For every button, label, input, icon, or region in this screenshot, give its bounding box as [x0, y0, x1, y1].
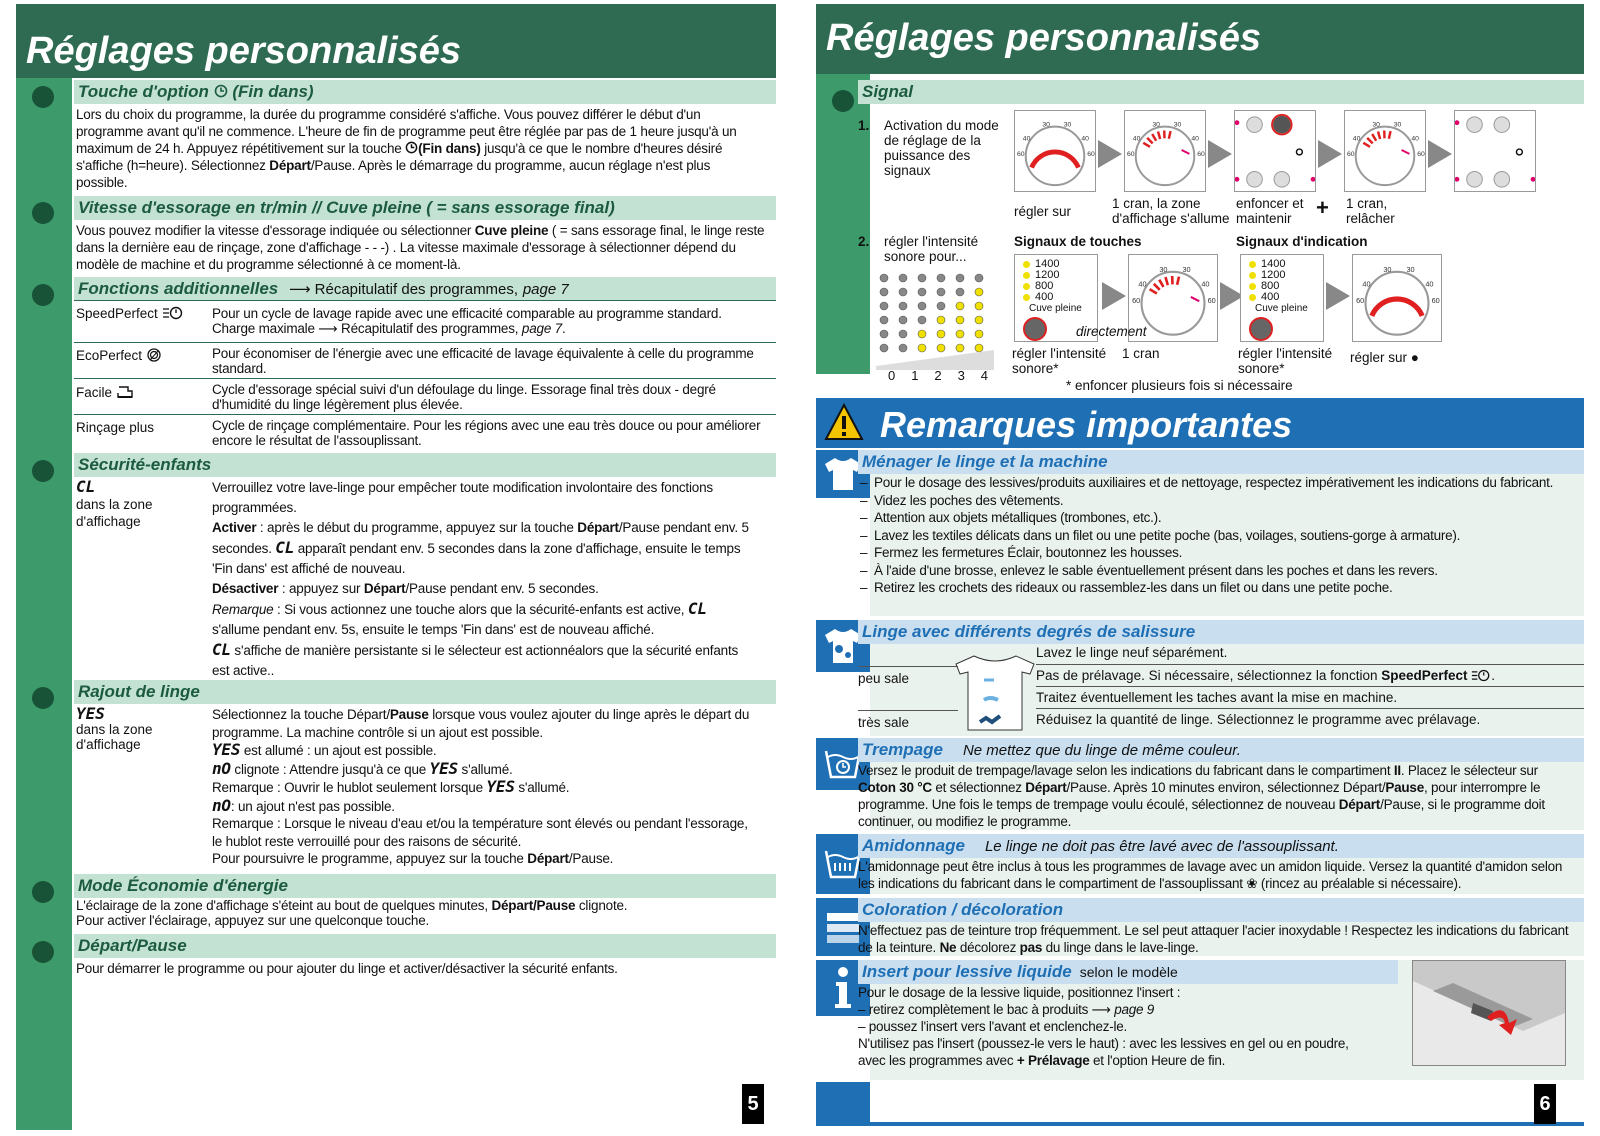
start-body: Pour démarrer le programme ou pour ajouter du linge et activer/désactiver la sécurité enfants.	[76, 961, 618, 976]
option-heading: Touche d'option (Fin dans)	[74, 80, 776, 104]
volume-led-grid	[874, 270, 1008, 370]
section-bullet	[832, 90, 854, 112]
volume-led	[937, 274, 945, 282]
dial-label: 40	[1081, 135, 1089, 143]
section-bullet	[32, 687, 54, 709]
step1-text: Activation du mode de réglage de la puissance des signaux	[884, 118, 999, 178]
speedperfect-icon	[162, 306, 184, 320]
amidonnage-body: L'amidonnage peut être inclus à tous les programmes de lavage avec un amidon liquide. Versez la quantité d'amidon selon les indications du fabricant dans le compartiment de l'assouplissant ❀ (rincez au préalable si nécessaire).	[858, 859, 1563, 891]
menager-items	[858, 474, 1578, 597]
page-number: 5	[742, 1084, 764, 1124]
led-yellow	[1023, 283, 1030, 290]
dial-label: 30	[1042, 121, 1050, 129]
spin-body: Vous pouvez modifier la vitesse d'essorage indiquée ou sélectionner Cuve pleine ( = sans essorage final, le linge reste dans la dernière eau de rinçage, zone d'affichage - - -) . La vitesse maximale d'essorage à sélectionner dépend du modèle de machine et du programme sélectionné à ce moment-là.	[76, 223, 765, 272]
dial-label: 30	[1173, 121, 1182, 129]
dial-label: 60	[1417, 150, 1425, 158]
caption-footnote: * enfoncer plusieurs fois si nécessaire	[1066, 378, 1293, 393]
volume-led	[899, 330, 907, 338]
function-name: Rinçage plus	[76, 420, 155, 435]
dial-label: 60	[1346, 150, 1355, 158]
section-bullet	[32, 941, 54, 963]
volume-led	[880, 302, 888, 310]
menager-item: – Lavez les textiles délicats dans un filet ou une petite poche (bas, voilages, soutiens-gorge à armature).	[858, 527, 1578, 545]
signal-heading: Signal	[858, 80, 1584, 104]
function-name: EcoPerfect	[76, 348, 143, 363]
volume-led	[937, 316, 945, 324]
volume-led	[975, 288, 983, 296]
dial-label: 40	[1352, 135, 1361, 143]
menager-item: – Pour le dosage des lessives/produits auxiliaires et de nettoyage, respectez impérativement les indications du fabricant.	[858, 474, 1578, 492]
function-row-speedperfect	[74, 300, 776, 343]
volume-led	[899, 274, 907, 282]
signaux-indication-label: Signaux d'indication	[1236, 234, 1368, 249]
salissure-table	[858, 644, 1584, 736]
peu-sale-label: peu sale	[858, 671, 910, 686]
menager-list	[858, 474, 1578, 597]
display-panel	[1454, 110, 1536, 192]
volume-led	[918, 344, 926, 352]
option-body: Lors du choix du programme, la durée du programme considéré s'affiche. Vous pouvez différer le début d'un programme avant qu'il ne commence. L'heure de fin de programme peut être réglée par pas de 1 heure jusqu'à un maximum de 24 h. Appuyez répétitivement sur la touche (Fin dans) jusqu'à ce que le nombre d'heures désiré s'affiche (h=heure). Sélectionnez Départ/Pause. Après le démarrage du programme, aucun réglage n'est plus possible.	[76, 107, 737, 190]
volume-led	[937, 302, 945, 310]
plus-sign: +	[1316, 195, 1329, 220]
led-yellow	[1023, 294, 1030, 301]
add-display-label: YES dans la zone d'affichage	[76, 704, 153, 752]
volume-led	[899, 316, 907, 324]
add-body: Sélectionnez la touche Départ/Pause lorsque vous voulez ajouter du linge après le départ du programme. La machine contrôle si un ajout est possible. YES est allumé : un ajout est possible. nO clignote : Attendre jusqu'à ce que YES s'allumé. Remarque : Ouvrir le hublot seulement lorsque YES s'allumé. nO: un ajout n'est pas possible. Remarque : Lorsque le niveau d'eau et/ou la température sont élevés ou pendant l'essorage, le hublot reste verrouillé pour des raisons de sécurité. Pour poursuivre le programme, appuyez sur la touche Départ/Pause.	[212, 707, 750, 866]
dial-label: 60	[1132, 296, 1141, 306]
dial-label: 30	[1152, 121, 1160, 129]
caption-regler: régler sur	[1014, 204, 1072, 219]
speed-label: Cuve pleine	[1029, 303, 1082, 314]
caption-directement: directement	[1076, 324, 1147, 339]
volume-led	[975, 316, 983, 324]
section-bullet	[32, 881, 54, 903]
volume-level-label: 1	[911, 368, 919, 383]
function-row-ecoperfect	[74, 342, 776, 379]
caption-intensite-2: régler l'intensité sonore*	[1238, 346, 1333, 376]
lcd-cl: CL	[76, 477, 96, 496]
speed-label: 800	[1035, 280, 1054, 292]
section-bullet	[32, 86, 54, 108]
volume-led	[918, 274, 926, 282]
dial-tick	[1177, 277, 1179, 285]
insert-heading: Insert pour lessive liquide selon le modèle	[858, 960, 1398, 984]
left-page-title: Réglages personnalisés	[16, 4, 776, 78]
add-heading: Rajout de linge	[74, 680, 776, 704]
knob-button	[1249, 317, 1273, 341]
salissure-row: Pas de prélavage. Si nécessaire, sélectionnez la fonction SpeedPerfect .	[1036, 666, 1584, 687]
dial-label: 60	[1431, 296, 1440, 306]
start-heading: Départ/Pause	[74, 934, 776, 958]
volume-led	[937, 330, 945, 338]
menager-item: – Attention aux objets métalliques (trombones, etc.).	[858, 509, 1578, 527]
eco-heading: Mode Économie d'énergie	[74, 874, 776, 898]
speed-label: 1400	[1035, 258, 1060, 270]
spin-heading: Vitesse d'essorage en tr/min // Cuve pleine ( = sans essorage final)	[74, 196, 776, 220]
function-desc: Cycle d'essorage spécial suivi d'un défoulage du linge. Essorage final très doux - degré d'humidité du linge légèrement plus élevée.	[212, 382, 716, 412]
arrow-right-icon	[1318, 140, 1342, 168]
function-desc: Pour économiser de l'énergie avec une efficacité de lavage équivalente à celle du programme standard.	[212, 346, 754, 376]
dial-label: 60	[1197, 150, 1205, 158]
dial-label: 30	[1159, 264, 1168, 274]
insert-photo	[1412, 960, 1566, 1066]
salissure-heading: Linge avec différents degrés de salissure	[858, 620, 1584, 644]
dial-tick	[1169, 131, 1171, 139]
dial-label: 60	[1016, 150, 1025, 158]
volume-led	[956, 316, 964, 324]
dial-label: 30	[1383, 264, 1392, 274]
tshirt-icon	[823, 456, 863, 492]
menager-item: – Retirez les crochets des rideaux ou rassemblez-les dans un filet ou dans une petite poche.	[858, 579, 1578, 597]
insert-body: Pour le dosage de la lessive liquide, positionnez l'insert : – retirez complètement le bac à produits ⟶ page 9 – poussez l'insert vers l'avant et enclenchez-le. N'utilisez pas l'insert (poussez-le vers le haut) : avec les lessives en gel ou en poudre, avec les programmes avec + Prélavage et l'option Heure de fin.	[858, 985, 1349, 1068]
dial-label: 40	[1138, 279, 1147, 289]
step1-number: 1.	[858, 118, 870, 133]
led-yellow	[1249, 294, 1256, 301]
function-row-facile	[74, 378, 776, 415]
clock-icon	[214, 84, 228, 98]
volume-level-label: 2	[934, 368, 942, 383]
caption-relacher: 1 cran, relâcher	[1346, 196, 1395, 226]
speed-panel-indication	[1240, 254, 1324, 342]
volume-led	[975, 302, 983, 310]
remarques-title-bar	[816, 398, 1584, 448]
child-body: Verrouillez votre lave-linge pour empêcher toute modification involontaire des fonctions programmées. Activer : après le début du programme, appuyez sur la touche Départ/Pause pendant env. 5 secondes. CL apparaît pendant env. 5 secondes dans la zone d'affichage, ensuite le temps 'Fin dans' est affiché de nouveau. Désactiver : appuyez sur Départ/Pause pendant env. 5 secondes. Remarque : Si vous actionnez une touche alors que la sécurité-enfants est active, CL s'allume pendant env. 5s, ensuite le temps 'Fin dans' est de nouveau affiché. CL s'affiche de manière persistante si le sélecteur est actionnéalors que la sécurité enfants est active..	[212, 480, 749, 678]
led-yellow	[1023, 272, 1030, 279]
speed-label: 400	[1261, 291, 1280, 303]
function-name: Facile	[76, 385, 113, 400]
arrow-right-icon	[1102, 282, 1126, 310]
led-yellow	[1249, 283, 1256, 290]
function-name: SpeedPerfect	[76, 306, 158, 321]
right-page-title: Réglages personnalisés	[816, 4, 1584, 74]
volume-level-label: 3	[957, 368, 965, 383]
right-band-bottom	[816, 1082, 870, 1126]
volume-led	[918, 302, 926, 310]
dial-label: 30	[1182, 264, 1191, 274]
volume-led	[956, 344, 964, 352]
trempage-heading: Trempage Ne mettez que du linge de même couleur.	[858, 738, 1584, 762]
arrow-right-icon	[1326, 282, 1350, 310]
speed-label: 1200	[1035, 269, 1060, 281]
menager-item: – À l'aide d'une brosse, enlevez le sable éventuellement présent dans les poches et dans les revers.	[858, 562, 1578, 580]
functions-heading: Fonctions additionnelles ⟶ Récapitulatif des programmes, page 7	[74, 277, 776, 301]
volume-levels	[888, 368, 988, 385]
caption-intensite: régler l'intensité sonore*	[1012, 346, 1107, 376]
menager-item: – Fermez les fermetures Éclair, boutonnez les housses.	[858, 544, 1578, 562]
caption-regler-2: régler sur ●	[1350, 350, 1419, 365]
clock-icon	[405, 141, 418, 154]
volume-led	[880, 316, 888, 324]
dial-intensite-indication	[1352, 254, 1442, 342]
salissure-row: Traitez éventuellement les taches avant la mise en machine.	[1036, 688, 1584, 709]
menager-heading: Ménager le linge et la machine	[858, 450, 1584, 474]
speedperfect-icon	[1471, 669, 1491, 682]
led-yellow	[1249, 272, 1256, 279]
child-display-label: CL dans la zone d'affichage	[76, 477, 153, 529]
eco-body: L'éclairage de la zone d'affichage s'éteint au bout de quelques minutes, Départ/Pause clignote. Pour activer l'éclairage, appuyez sur une quelconque touche.	[76, 898, 628, 928]
volume-level-label: 4	[980, 368, 988, 383]
volume-led	[975, 330, 983, 338]
stained-shirt-icon	[823, 627, 863, 665]
volume-led	[975, 344, 983, 352]
dial-label: 40	[1022, 135, 1031, 143]
caption-enfoncer: enfoncer et maintenir	[1236, 196, 1304, 226]
function-desc: Cycle de rinçage complémentaire. Pour les régions avec une eau très douce ou pour améliorer encore le résultat de l'assouplissant.	[212, 418, 761, 448]
dial-relacher	[1344, 110, 1426, 192]
coloration-heading: Coloration / décoloration	[858, 898, 1584, 922]
volume-led	[880, 344, 888, 352]
volume-ramp	[876, 350, 994, 370]
right-page	[816, 4, 1584, 1130]
volume-led	[956, 288, 964, 296]
dial-label: 40	[1362, 279, 1371, 289]
dial-regler	[1014, 110, 1096, 192]
menager-item: – Videz les poches des vêtements.	[858, 492, 1578, 510]
led-yellow	[1023, 261, 1030, 268]
function-row-rincage	[74, 414, 776, 451]
page-number: 6	[1534, 1084, 1556, 1124]
volume-led	[975, 274, 983, 282]
dial-label: 40	[1411, 135, 1419, 143]
dot-icon: ●	[1410, 350, 1419, 365]
section-bullet	[32, 460, 54, 482]
right-bottom-rule	[870, 1122, 1584, 1126]
volume-led	[956, 330, 964, 338]
volume-led	[880, 288, 888, 296]
dial-label: 60	[1207, 296, 1216, 306]
volume-led	[899, 288, 907, 296]
volume-led	[880, 330, 888, 338]
section-bullet	[32, 202, 54, 224]
volume-led	[937, 344, 945, 352]
soak-basin-icon	[823, 747, 863, 781]
volume-led	[899, 344, 907, 352]
tres-sale-label: très sale	[858, 715, 910, 730]
volume-led	[899, 302, 907, 310]
function-desc: Pour un cycle de lavage rapide avec une efficacité comparable au programme standard. Charge maximale ⟶ Récapitulatif des programmes, page 7.	[212, 306, 722, 336]
dial-label: 40	[1425, 279, 1434, 289]
speed-label: Cuve pleine	[1255, 303, 1308, 314]
signaux-touches-label: Signaux de touches	[1014, 234, 1142, 249]
display-panel	[1234, 110, 1316, 192]
dial-label: 60	[1087, 150, 1095, 158]
coloration-icon	[823, 907, 863, 947]
amidonnage-heading: Amidonnage Le linge ne doit pas être lavé avec de l'assouplissant.	[858, 834, 1584, 858]
led-yellow	[1249, 261, 1256, 268]
section-bullet	[32, 284, 54, 306]
volume-level-label: 0	[888, 368, 896, 383]
dial-label: 30	[1372, 121, 1380, 129]
child-heading: Sécurité-enfants	[74, 453, 776, 477]
volume-led	[880, 274, 888, 282]
volume-led	[918, 330, 926, 338]
volume-led	[918, 316, 926, 324]
speed-label: 800	[1261, 280, 1280, 292]
speed-label: 400	[1035, 291, 1054, 303]
dial-label: 40	[1201, 279, 1210, 289]
salissure-row: Réduisez la quantité de linge. Sélectionnez le programme avec prélavage.	[1036, 712, 1481, 727]
facile-icon	[116, 385, 134, 399]
starch-basin-icon	[823, 847, 863, 881]
dial-1cran	[1124, 110, 1206, 192]
step2-text: régler l'intensité sonore pour...	[884, 234, 979, 264]
salissure-row: Lavez le linge neuf séparément.	[1036, 644, 1584, 665]
dial-label: 40	[1191, 135, 1199, 143]
knob-button	[1023, 317, 1047, 341]
arrow-right-icon	[1098, 140, 1122, 168]
volume-led	[956, 302, 964, 310]
left-page	[16, 4, 776, 1130]
dial-label: 30	[1393, 121, 1402, 129]
arrow-right-icon	[1428, 140, 1452, 168]
dial-label: 40	[1132, 135, 1141, 143]
arrow-right-icon	[1208, 140, 1232, 168]
speed-label: 1400	[1261, 258, 1286, 270]
dial-label: 60	[1356, 296, 1365, 306]
step2-number: 2.	[858, 234, 870, 249]
lcd-yes: YES	[76, 704, 105, 723]
warning-icon	[824, 402, 864, 442]
volume-led	[956, 274, 964, 282]
coloration-body: N'effectuez pas de teinture trop fréquemment. Le sel peut attaquer l'acier inoxydable ! Respectez les indications du fabricant de la teinture. Ne décolorez pas du linge dans le lave-linge.	[858, 923, 1569, 955]
caption-1cran: 1 cran, la zone d'affichage s'allume	[1112, 196, 1230, 226]
info-icon	[828, 966, 858, 1010]
volume-led	[918, 288, 926, 296]
dial-label: 60	[1126, 150, 1135, 158]
trempage-body: Versez le produit de trempage/lavage selon les indications du fabricant dans le compartiment II. Placez le sélecteur sur Coton 30 °C et sélectionnez Départ/Pause. Après 10 minutes environ, sélectionnez Départ/Pause, pour interrompre le programme. Une fois le temps de trempage voulu écoulé, sélectionnez de nouveau Départ/Pause, si le programme doit continuer, ou modifiez le programme.	[858, 763, 1545, 829]
dial-label: 30	[1063, 121, 1072, 129]
ecoperfect-icon	[146, 348, 162, 362]
remarques-title: Remarques importantes	[880, 404, 1293, 445]
volume-led	[937, 288, 945, 296]
dial-tick	[1389, 131, 1391, 139]
caption-cran: 1 cran	[1122, 346, 1160, 361]
signal-section	[816, 74, 1584, 394]
dial-label: 30	[1406, 264, 1415, 274]
speed-label: 1200	[1261, 269, 1286, 281]
